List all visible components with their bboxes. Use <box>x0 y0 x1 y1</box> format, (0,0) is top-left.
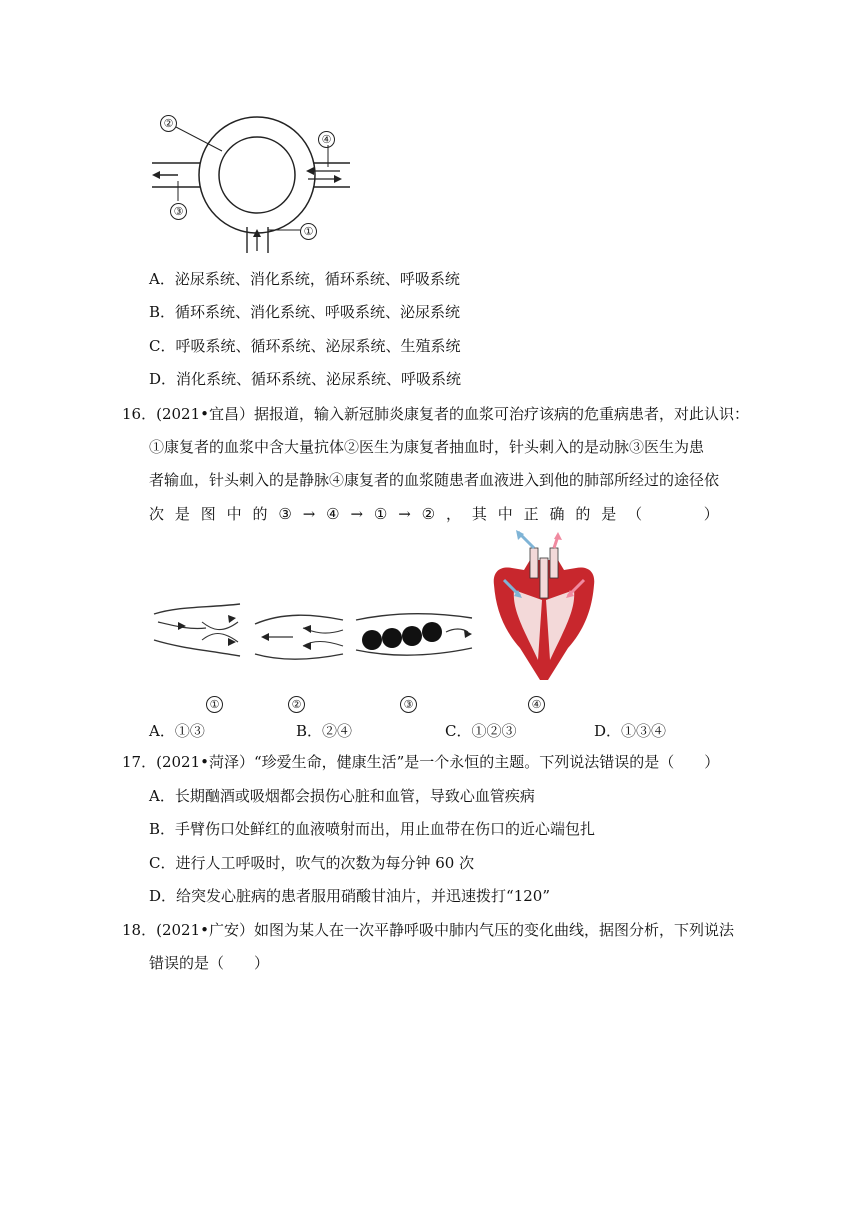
q15-label-2: ② <box>160 113 177 132</box>
q15-label-1: ① <box>300 221 317 240</box>
q16-option-d: D．①③④ <box>594 722 667 740</box>
q16-label-4: ④ <box>528 694 545 713</box>
q16-label-3: ③ <box>400 694 417 713</box>
q15-label-3: ③ <box>170 201 187 220</box>
q17-option-c: C．进行人工呼吸时，吹气的次数为每分钟 60 次 <box>149 854 475 872</box>
q18-stem-line-2: 错误的是（ ） <box>149 954 270 972</box>
q16-label-1: ① <box>206 694 223 713</box>
q16-option-b: B．②④ <box>296 722 353 740</box>
q15-option-b: B．循环系统、消化系统、呼吸系统、泌尿系统 <box>149 303 461 321</box>
q15-option-c: C．呼吸系统、循环系统、泌尿系统、生殖系统 <box>149 337 461 355</box>
q16-stem-line-1: 16．(2021•宜昌）据报道，输入新冠肺炎康复者的血浆可治疗该病的危重病患者，对此认识： <box>122 405 749 423</box>
q17-option-b: B．手臂伤口处鲜红的血液喷射而出，用止血带在伤口的近心端包扎 <box>149 820 596 838</box>
q16-label-2: ② <box>288 694 305 713</box>
q17-option-a: A．长期酗酒或吸烟都会损伤心脏和血管，导致心血管疾病 <box>149 787 535 805</box>
q16-stem-line-3: 者输血，针头刺入的是静脉④康复者的血浆随患者血液进入到他的肺部所经过的途径依 <box>149 471 720 489</box>
q18-stem-line-1: 18．(2021•广安）如图为某人在一次平静呼吸中肺内气压的变化曲线，据图分析，下列说法 <box>122 921 734 939</box>
heart-diagram <box>484 530 604 690</box>
q16-figure-vein <box>253 610 348 665</box>
q16-figure-capillary <box>354 610 474 660</box>
q16-figure-artery <box>150 600 245 660</box>
q17-option-d: D．给突发心脏病的患者服用硝酸甘油片，并迅速拨打“120” <box>149 887 551 905</box>
q15-option-a: A．泌尿系统、消化系统，循环系统、呼吸系统 <box>149 270 460 288</box>
q16-option-c: C．①②③ <box>445 722 517 740</box>
q15-figure <box>140 105 370 255</box>
q16-stem-line-4: 次 是 图 中 的 ③ → ④ → ① → ② ， 其 中 正 确 的 是 （ ） <box>149 505 719 523</box>
q16-stem-line-2: ①康复者的血浆中含大量抗体②医生为康复者抽血时，针头刺入的是动脉③医生为患 <box>149 438 705 456</box>
q17-stem: 17．(2021•菏泽）“珍爱生命，健康生活”是一个永恒的主题。下列说法错误的是（ ） <box>122 753 720 771</box>
q15-option-d: D．消化系统、循环系统、泌尿系统、呼吸系统 <box>149 370 462 388</box>
q15-label-4: ④ <box>318 129 335 148</box>
q16-figure-heart <box>484 530 604 690</box>
q16-option-a: A．①③ <box>149 722 205 740</box>
